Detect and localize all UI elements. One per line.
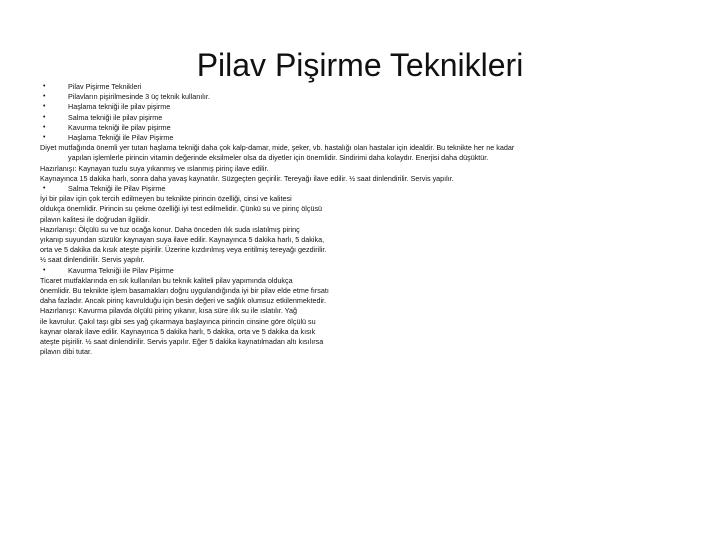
paragraph-line bbox=[40, 286, 688, 296]
paragraph-line bbox=[40, 174, 688, 184]
paragraph-line bbox=[40, 255, 688, 265]
paragraph-line bbox=[40, 296, 688, 306]
bullet-icon: • bbox=[43, 93, 46, 101]
paragraph-line bbox=[40, 276, 688, 286]
line-text: Kaynayınca 15 dakika harlı, sonra daha yavaş kaynatılır. Süzgeçten geçirilir. Tereyağı ilave edilir. ½ saat dinlendirilir. Servis yapılır. bbox=[40, 173, 454, 183]
line-text: ateşte pişirilir. ½ saat dinlendirilir. Servis yapılır. Eğer 5 dakika kaynatılmadan altı kısılırsa bbox=[40, 337, 324, 347]
paragraph-line bbox=[40, 225, 688, 235]
paragraph-line bbox=[40, 327, 688, 337]
paragraph-line bbox=[40, 337, 688, 347]
line-text: pilavın kalitesi ile doğrudan ilgilidir. bbox=[40, 214, 150, 224]
bullet-icon: • bbox=[43, 103, 46, 111]
line-text: Pilav Pişirme Teknikleri bbox=[68, 82, 142, 91]
paragraph-line bbox=[40, 347, 688, 357]
line-text: ile kavrulur. Çakıl taşı gibi ses yağ çıkarmaya başlayınca pirincin cinsine göre ölçülü su bbox=[40, 316, 316, 326]
line-text: orta ve 5 dakika da kısık ateşte pişirilir. Üzerine kızdırılmış veya eritilmiş tereyağı gezdirilir. bbox=[40, 245, 327, 255]
bullet-icon: • bbox=[43, 113, 46, 121]
paragraph-line bbox=[40, 235, 688, 245]
bullet-icon: • bbox=[43, 134, 46, 142]
bullet-item bbox=[40, 102, 688, 112]
paragraph-line bbox=[40, 245, 688, 255]
line-text: önemlidir. Bu teknikte işlem basamakları doğru uygulandığında iyi bir pilav elde etme fırsatı bbox=[40, 286, 329, 296]
line-text: yapılan işlemlerle pirincin vitamin değerinde eksilmeler olsa da diyetler için önemlidir. Sindirimi daha kolaydır. Enerjisi daha düşüktür. bbox=[68, 153, 489, 163]
line-text: Salma Tekniği ile Pilav Pişirme bbox=[68, 184, 166, 194]
bullet-icon: • bbox=[43, 83, 46, 90]
paragraph-line bbox=[40, 143, 688, 153]
paragraph-line bbox=[40, 317, 688, 327]
bullet-icon: • bbox=[43, 185, 46, 193]
line-text: Ticaret mutfaklarında en sık kullanılan bu teknik kaliteli pilav yapımında oldukça bbox=[40, 275, 293, 285]
line-text: Haşlama tekniği ile pilav pişirme bbox=[68, 102, 171, 112]
slide-title: Pilav Pişirme Teknikleri bbox=[196, 47, 524, 84]
paragraph-line bbox=[40, 306, 688, 316]
line-text: Hazırlanışı: Kavurma pilavda ölçülü pirinç yıkanır, kısa süre ılık su ile ıslatılır. Yağ bbox=[40, 306, 297, 316]
paragraph-line bbox=[40, 153, 688, 163]
slide-body bbox=[40, 82, 688, 357]
line-text: Hazırlanışı: Kaynayan tuzlu suya yıkanmış ve ıslanmış pirinç ilave edilir. bbox=[40, 163, 269, 173]
bullet-icon: • bbox=[43, 123, 46, 131]
line-text: ½ saat dinlendirilir. Servis yapılır. bbox=[40, 255, 145, 265]
line-text: Kavurma Tekniği ile Pilav Pişirme bbox=[68, 265, 174, 275]
paragraph-line bbox=[40, 164, 688, 174]
line-text: Salma tekniği ile pilav pişirme bbox=[68, 112, 163, 122]
paragraph-line bbox=[40, 194, 688, 204]
bullet-item bbox=[40, 113, 688, 123]
line-text: yıkanıp suyundan süzülür kaynayan suya ilave edilir. Kaynayınca 5 dakika harlı, 5 dakika, bbox=[40, 235, 325, 245]
paragraph-line bbox=[40, 215, 688, 225]
line-text: Hazırlanışı: Ölçülü su ve tuz ocağa konur. Daha önceden ılık suda ıslatılmış pirinç bbox=[40, 224, 300, 234]
bullet-item bbox=[40, 266, 688, 276]
line-text: daha fazladır. Ancak pirinç kavrulduğu için besin değeri ve sağlık olumsuz etkilenmektedir. bbox=[40, 296, 327, 306]
bullet-item bbox=[40, 133, 688, 143]
line-text: Diyet mutfağında önemli yer tutan haşlama tekniği daha çok kalp-damar, mide, şeker, vb. hastalığı olan hastalar için idealdir. Bu teknikte her ne kadar bbox=[40, 143, 515, 153]
bullet-item bbox=[40, 184, 688, 194]
line-text: Haşlama Tekniği ile Pilav Pişirme bbox=[68, 133, 174, 143]
bullet-item bbox=[40, 82, 688, 92]
line-text: Pilavların pişirilmesinde 3 üç teknik kullanılır. bbox=[68, 92, 210, 102]
line-text: pilavın dibi tutar. bbox=[40, 347, 92, 357]
line-text: İyi bir pilav için çok tercih edilmeyen bu teknikte pirincin özelliği, cinsi ve kalitesi bbox=[40, 194, 292, 204]
bullet-item bbox=[40, 92, 688, 102]
paragraph-line bbox=[40, 204, 688, 214]
line-text: kaynar olarak ilave edilir. Kaynayınca 5 dakika harlı, 5 dakika, orta ve 5 dakika da kısık bbox=[40, 326, 316, 336]
line-text: Kavurma tekniği ile pilav pişirme bbox=[68, 122, 171, 132]
bullet-item bbox=[40, 123, 688, 133]
line-text: oldukça önemlidir. Pirincin su çekme özelliği iyi test edilmelidir. Çünkü su ve pirinç ölçüsü bbox=[40, 204, 323, 214]
bullet-icon: • bbox=[43, 266, 46, 274]
